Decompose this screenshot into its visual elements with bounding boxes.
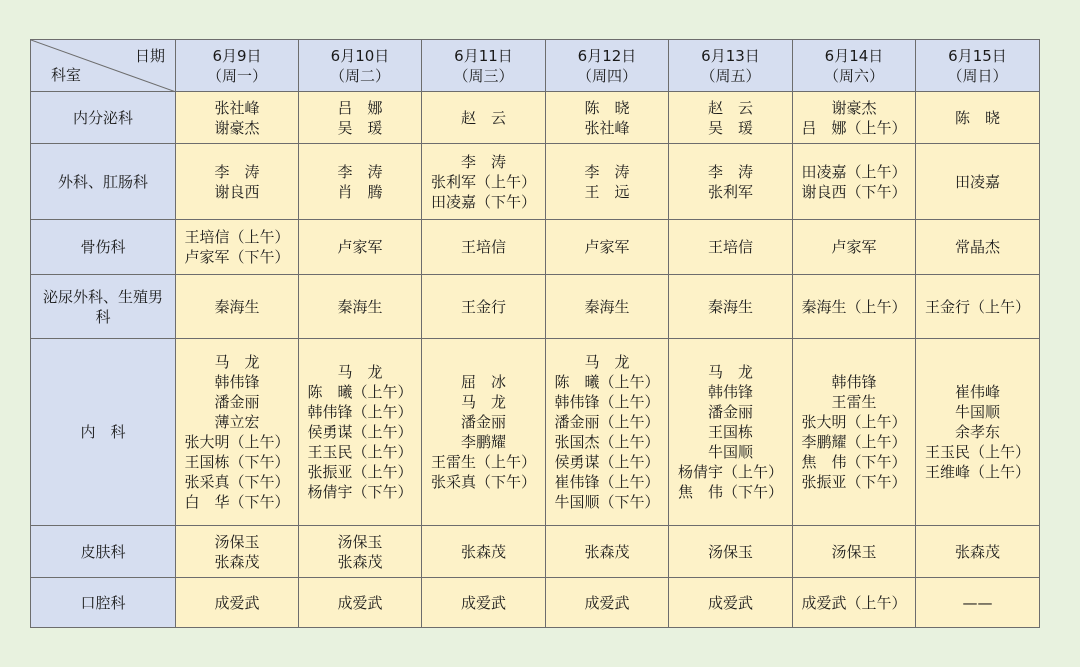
duty-cell: [422, 220, 546, 275]
doctor-name: 成爱武: [584, 593, 630, 612]
doctor-name: 崔伟锋（上午）: [554, 473, 660, 491]
doctor-name: 白 华（下午）: [184, 493, 290, 511]
doctor-name: 谢良西（下午）: [801, 182, 907, 201]
doctor-name: 张采真（下午）: [430, 473, 536, 491]
doctor-name: 王维峰（上午）: [924, 463, 1030, 481]
doctor-name: 马 龙: [584, 353, 630, 371]
doctor-name: 李 涛: [337, 162, 383, 181]
doctor-name: 成爱武: [337, 593, 383, 612]
department-name: 科: [95, 307, 111, 326]
duty-cell: [546, 275, 669, 339]
day-date: 6月15日: [948, 46, 1007, 65]
doctor-name: 张森茂: [584, 542, 630, 561]
doctor-name: 马 龙: [707, 363, 753, 381]
doctor-name: 汤保玉: [707, 542, 753, 561]
doctor-name: 常晶杰: [954, 238, 1000, 256]
day-header-6: [793, 40, 916, 92]
day-weekday: （周一）: [206, 66, 267, 85]
duty-cell: [669, 578, 793, 628]
duty-cell: [546, 220, 669, 275]
doctor-name: 张森茂: [954, 542, 1000, 561]
doctor-name: 焦 伟（下午）: [801, 453, 907, 471]
doctor-name: 秦海生: [214, 297, 260, 316]
doctor-name: 张大明（上午）: [801, 413, 907, 431]
duty-cell: [546, 144, 669, 220]
day-date: 6月11日: [454, 46, 513, 65]
department-name: 内 科: [80, 423, 126, 441]
doctor-name: 田凌嘉: [954, 172, 1000, 191]
day-header-1: [176, 40, 299, 92]
doctor-name: 汤保玉: [214, 532, 260, 551]
doctor-name: 王国栋: [707, 423, 753, 441]
doctor-name: 张大明（上午）: [184, 433, 290, 451]
day-weekday: （周三）: [453, 66, 514, 85]
doctor-name: 韩伟锋: [707, 383, 753, 401]
doctor-name: 成爱武: [707, 593, 753, 612]
day-date: 6月10日: [330, 46, 390, 65]
duty-cell: [916, 578, 1040, 628]
duty-cell: [546, 92, 669, 144]
doctor-name: 卢家军: [337, 238, 383, 256]
doctor-name: 张国杰（上午）: [554, 433, 660, 451]
duty-cell: [793, 220, 916, 275]
day-date: 6月12日: [577, 46, 637, 65]
corner-header-cell: [31, 40, 176, 92]
department-row: [31, 526, 1040, 578]
doctor-name: 李 涛: [214, 162, 260, 181]
doctor-name: 王玉民（上午）: [924, 443, 1030, 461]
doctor-name: 张森茂: [214, 552, 260, 571]
duty-cell: [422, 144, 546, 220]
doctor-name: 潘金丽: [460, 413, 506, 431]
doctor-name: 侯勇谋（上午）: [554, 453, 660, 471]
doctor-name: 潘金丽: [214, 393, 260, 411]
duty-cell: [422, 275, 546, 339]
day-header-4: [546, 40, 669, 92]
duty-cell: [422, 92, 546, 144]
doctor-name: 吕 娜: [337, 98, 383, 117]
doctor-name: 张振亚（上午）: [307, 463, 413, 481]
doctor-name: 王培信: [460, 238, 506, 256]
doctor-name: 王金行: [460, 297, 506, 316]
department-name: 口腔科: [80, 593, 126, 612]
department-name: 内分泌科: [72, 108, 133, 127]
duty-cell: [793, 526, 916, 578]
day-header-5: [669, 40, 793, 92]
doctor-name: 马 龙: [214, 353, 260, 371]
duty-cell: [422, 339, 546, 526]
doctor-name: 韩伟锋: [214, 373, 260, 391]
doctor-name: 韩伟锋（上午）: [307, 403, 413, 421]
duty-cell: [669, 220, 793, 275]
duty-cell: [669, 339, 793, 526]
department-name: 皮肤科: [80, 542, 126, 561]
doctor-name: 杨倩宇（上午）: [677, 463, 783, 481]
doctor-name: 王培信: [707, 238, 753, 256]
duty-cell: [422, 526, 546, 578]
day-date: 6月13日: [701, 46, 760, 65]
doctor-name: 薄立宏: [214, 413, 260, 431]
duty-cell: [793, 144, 916, 220]
doctor-name: 张振亚（下午）: [801, 473, 907, 491]
doctor-name: 王国栋（下午）: [184, 453, 290, 471]
doctor-name: 秦海生（上午）: [801, 297, 907, 316]
doctor-name: 张利军（上午）: [430, 172, 536, 191]
department-name: 骨伤科: [80, 238, 126, 256]
duty-cell: [669, 144, 793, 220]
doctor-name: 李鹏耀（上午）: [801, 433, 907, 451]
doctor-name: 侯勇谋（上午）: [307, 423, 413, 441]
day-header-7: [916, 40, 1040, 92]
duty-cell: [793, 275, 916, 339]
doctor-name: 崔伟峰: [954, 383, 1000, 401]
department-name-cell: [31, 339, 176, 526]
doctor-name: 陈 曦（上午）: [554, 373, 660, 391]
duty-cell: [546, 578, 669, 628]
schedule-table-wrapper: [30, 39, 1040, 628]
doctor-name: 王金行（上午）: [924, 297, 1030, 316]
doctor-name: 余孝东: [954, 423, 1000, 441]
doctor-name: 李鹏耀: [460, 433, 506, 451]
doctor-name: 潘金丽（上午）: [554, 413, 660, 431]
doctor-name: 田凌嘉（上午）: [801, 162, 907, 181]
doctor-name: 卢家军: [831, 238, 877, 256]
department-name-cell: [31, 92, 176, 144]
doctor-name: ——: [962, 593, 993, 612]
day-weekday: （周二）: [329, 66, 390, 85]
department-name: 泌尿外科、生殖男: [42, 287, 163, 306]
doctor-name: 秦海生: [584, 297, 630, 316]
doctor-name: 王玉民（上午）: [307, 443, 413, 461]
doctor-name: 王雷生（上午）: [430, 453, 536, 471]
duty-cell: [793, 339, 916, 526]
day-header-3: [422, 40, 546, 92]
day-weekday: （周日）: [947, 66, 1008, 85]
doctor-name: 秦海生: [337, 297, 383, 316]
department-row: [31, 220, 1040, 275]
day-header-2: [299, 40, 422, 92]
doctor-name: 张森茂: [460, 542, 506, 561]
doctor-name: 张采真（下午）: [184, 473, 290, 491]
department-row: [31, 92, 1040, 144]
doctor-name: 吴 瑗: [707, 118, 753, 137]
day-weekday: （周四）: [576, 66, 637, 85]
day-weekday: （周五）: [700, 66, 761, 85]
doctor-name: 谢豪杰: [214, 118, 260, 137]
doctor-name: 卢家军: [584, 238, 630, 256]
duty-cell: [299, 275, 422, 339]
doctor-name: 潘金丽: [707, 403, 753, 421]
doctor-name: 王雷生: [831, 393, 877, 411]
duty-cell: [916, 144, 1040, 220]
day-weekday: （周六）: [823, 66, 884, 85]
doctor-name: 韩伟锋（上午）: [554, 393, 660, 411]
duty-cell: [176, 92, 299, 144]
duty-cell: [669, 526, 793, 578]
duty-cell: [546, 526, 669, 578]
corner-dept-label: 科室: [51, 66, 82, 84]
doctor-name: 陈 曦（上午）: [307, 383, 413, 401]
doctor-name: 卢家军（下午）: [184, 248, 290, 266]
duty-cell: [916, 275, 1040, 339]
day-date: 6月9日: [212, 46, 262, 65]
doctor-name: 王 远: [584, 182, 630, 201]
department-row: [31, 339, 1040, 526]
duty-cell: [669, 92, 793, 144]
doctor-name: 赵 云: [460, 108, 506, 127]
department-row: [31, 144, 1040, 220]
doctor-name: 吕 娜（上午）: [801, 118, 907, 137]
doctor-name: 马 龙: [337, 363, 383, 381]
duty-cell: [299, 339, 422, 526]
doctor-name: 秦海生: [707, 297, 753, 316]
doctor-name: 汤保玉: [337, 532, 383, 551]
doctor-name: 张社峰: [584, 118, 630, 137]
department-row: [31, 275, 1040, 339]
doctor-name: 成爱武: [460, 593, 506, 612]
doctor-name: 杨倩宇（下午）: [307, 483, 413, 501]
doctor-name: 陈 晓: [584, 98, 630, 117]
doctor-name: 吴 瑗: [337, 118, 383, 137]
duty-cell: [916, 339, 1040, 526]
duty-cell: [176, 578, 299, 628]
department-row: [31, 578, 1040, 628]
duty-cell: [176, 526, 299, 578]
duty-cell: [793, 578, 916, 628]
department-name-cell: [31, 144, 176, 220]
doctor-name: 李 涛: [460, 152, 506, 171]
department-name-cell: [31, 275, 176, 339]
doctor-name: 张利军: [707, 182, 753, 201]
duty-cell: [299, 144, 422, 220]
duty-cell: [176, 144, 299, 220]
doctor-name: 赵 云: [707, 98, 753, 117]
doctor-name: 张社峰: [214, 98, 260, 117]
doctor-name: 焦 伟（下午）: [677, 483, 783, 501]
doctor-name: 马 龙: [460, 393, 506, 411]
department-name-cell: [31, 526, 176, 578]
duty-cell: [669, 275, 793, 339]
doctor-name: 张森茂: [337, 552, 383, 571]
duty-cell: [299, 578, 422, 628]
doctor-name: 韩伟锋: [831, 373, 877, 391]
doctor-name: 汤保玉: [831, 542, 877, 561]
duty-cell: [546, 339, 669, 526]
duty-cell: [916, 92, 1040, 144]
duty-schedule-table: [30, 39, 1040, 628]
doctor-name: 谢豪杰: [831, 98, 877, 117]
duty-cell: [176, 339, 299, 526]
doctor-name: 王培信（上午）: [184, 228, 290, 246]
doctor-name: 牛国顺: [707, 443, 753, 461]
doctor-name: 李 涛: [584, 162, 630, 181]
header-row: [31, 40, 1040, 92]
duty-cell: [916, 526, 1040, 578]
doctor-name: 牛国顺（下午）: [554, 493, 660, 511]
duty-cell: [299, 92, 422, 144]
duty-cell: [422, 578, 546, 628]
day-date: 6月14日: [824, 46, 884, 65]
doctor-name: 屈 冰: [460, 373, 506, 391]
doctor-name: 李 涛: [707, 162, 753, 181]
corner-date-label: 日期: [134, 47, 165, 65]
duty-cell: [299, 220, 422, 275]
doctor-name: 田凌嘉（下午）: [430, 192, 536, 211]
duty-cell: [793, 92, 916, 144]
department-name-cell: [31, 578, 176, 628]
department-name: 外科、肛肠科: [57, 172, 148, 191]
department-name-cell: [31, 220, 176, 275]
doctor-name: 谢良西: [214, 182, 260, 201]
duty-cell: [916, 220, 1040, 275]
doctor-name: 成爱武: [214, 593, 260, 612]
duty-cell: [176, 275, 299, 339]
doctor-name: 陈 晓: [954, 108, 1000, 127]
duty-cell: [299, 526, 422, 578]
doctor-name: 成爱武（上午）: [801, 593, 907, 612]
doctor-name: 牛国顺: [954, 403, 1000, 421]
duty-cell: [176, 220, 299, 275]
doctor-name: 肖 腾: [337, 182, 383, 201]
